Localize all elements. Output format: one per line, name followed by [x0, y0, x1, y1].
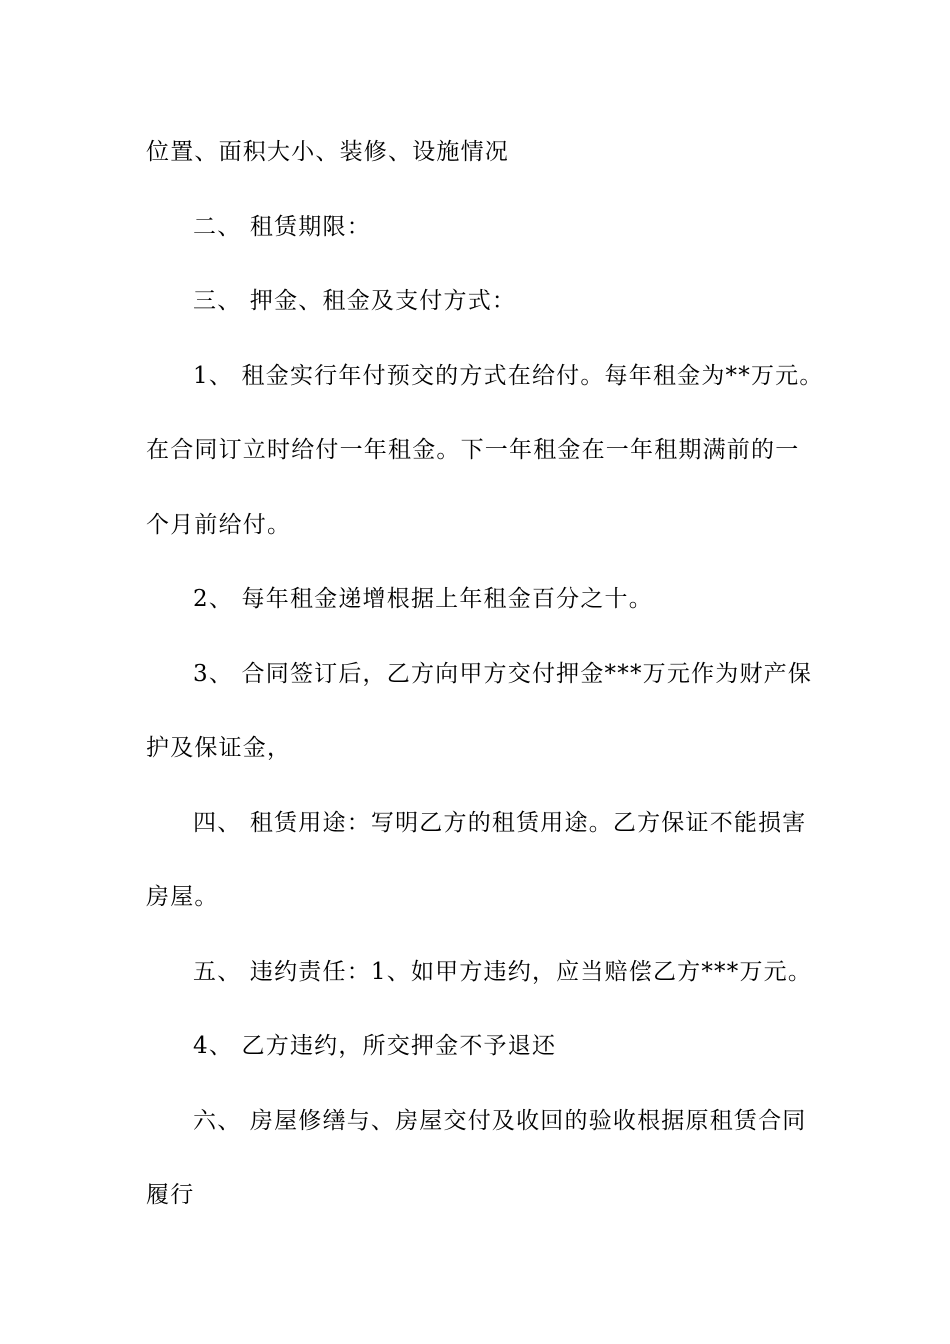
text-line: 履行 [146, 1182, 195, 1208]
section-heading: 五、 违约责任：1、如甲方违约，应当赔偿乙方***万元。 [193, 959, 813, 985]
section-heading: 六、 房屋修缮与、房屋交付及收回的验收根据原租赁合同 [193, 1108, 807, 1134]
text-line: 房屋。 [146, 884, 219, 910]
text-line: 3、 合同签订后，乙方向甲方交付押金***万元作为财产保 [193, 661, 813, 687]
text-line: 护及保证金， [146, 735, 292, 761]
text-line: 位置、面积大小、装修、设施情况 [146, 139, 509, 165]
section-heading: 四、 租赁用途：写明乙方的租赁用途。乙方保证不能损害 [193, 810, 807, 836]
text-line: 个月前给付。 [146, 512, 292, 538]
text-line: 1、 租金实行年付预交的方式在给付。每年租金为**万元。 [193, 363, 824, 389]
section-heading: 二、 租赁期限： [193, 214, 371, 240]
text-line: 在合同订立时给付一年租金。下一年租金在一年租期满前的一 [146, 437, 800, 463]
section-heading: 三、 押金、租金及支付方式： [193, 288, 517, 314]
text-line: 4、 乙方违约，所交押金不予退还 [193, 1033, 557, 1059]
text-line: 2、 每年租金递增根据上年租金百分之十。 [193, 586, 653, 612]
